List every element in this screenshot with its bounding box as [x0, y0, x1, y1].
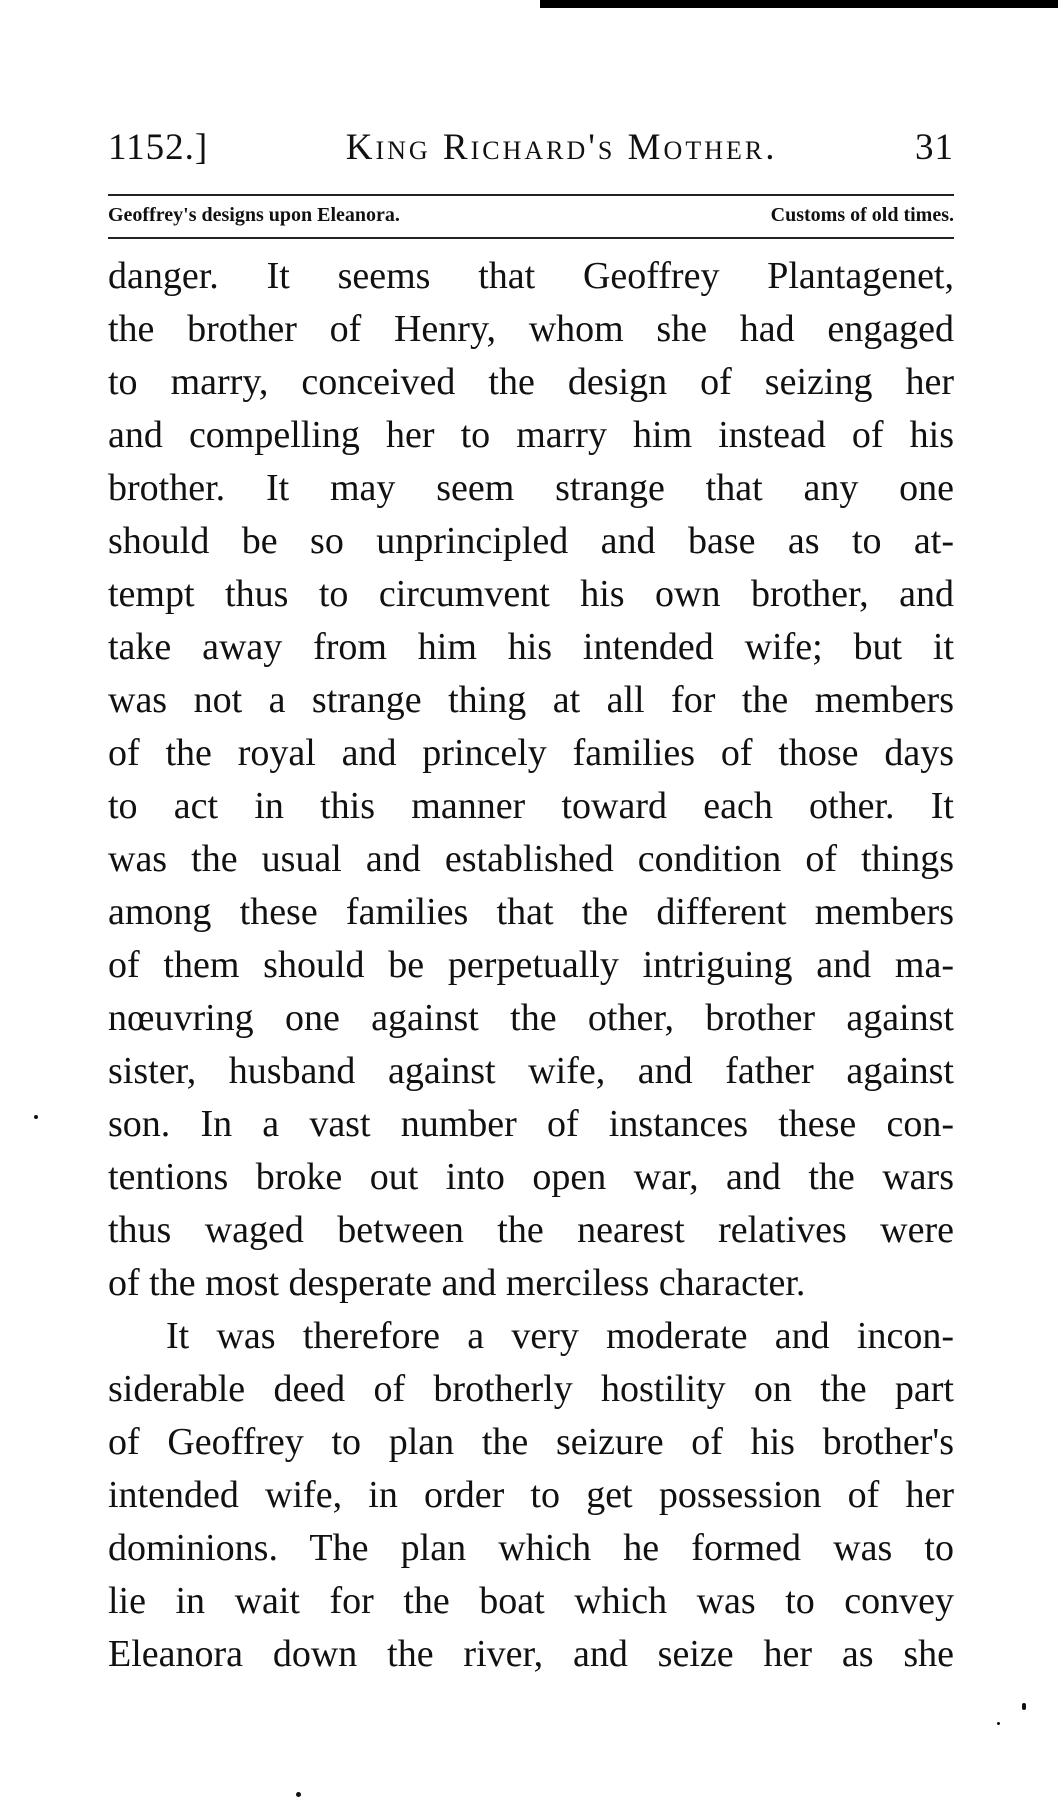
scan-speck [997, 1722, 1000, 1725]
header-rule [108, 194, 954, 196]
text-line: nœuvring one against the other, brother against [108, 997, 954, 1039]
text-line: was not a strange thing at all for the members [108, 679, 954, 721]
text-line: to act in this manner toward each other. It [108, 785, 954, 827]
paragraph-1 [108, 250, 954, 1310]
text-line: should be so unprincipled and base as to at- [108, 520, 954, 562]
text-line: lie in wait for the boat which was to convey [108, 1580, 954, 1622]
text-line: of the most desperate and merciless character. [108, 1262, 806, 1304]
text-line: siderable deed of brotherly hostility on the part [108, 1368, 954, 1410]
text-line: tempt thus to circumvent his own brother, and [108, 573, 954, 615]
text-line: was the usual and established condition of things [108, 838, 954, 880]
text-line: to marry, conceived the design of seizing her [108, 361, 954, 403]
subheader [108, 204, 954, 227]
text-line: thus waged between the nearest relatives were [108, 1209, 954, 1251]
header-year: 1152.] [108, 127, 209, 168]
scan-speck [34, 1115, 38, 1119]
text-line: It was therefore a very moderate and incon- [166, 1315, 954, 1357]
text-line: and compelling her to marry him instead of his [108, 414, 954, 456]
subheader-rule [108, 237, 954, 239]
header-title: King Richard's Mother. [345, 127, 778, 168]
text-line: of them should be perpetually intriguing and ma- [108, 944, 954, 986]
text-line: tentions broke out into open war, and the wars [108, 1156, 954, 1198]
text-line: among these families that the different members [108, 891, 954, 933]
text-line: of Geoffrey to plan the seizure of his brother's [108, 1421, 954, 1463]
page-body [108, 250, 954, 1681]
scan-speck [1022, 1703, 1026, 1710]
page-number: 31 [914, 127, 954, 168]
paragraph-2 [108, 1310, 954, 1681]
running-head [108, 126, 954, 182]
text-line: take away from him his intended wife; but it [108, 626, 954, 668]
text-line: the brother of Henry, whom she had engaged [108, 308, 954, 350]
text-line: dominions. The plan which he formed was to [108, 1527, 954, 1569]
text-line: of the royal and princely families of those days [108, 732, 954, 774]
subheader-right: Customs of old times. [770, 204, 954, 226]
text-line: intended wife, in order to get possession of her [108, 1474, 954, 1516]
top-edge-rule [540, 0, 1058, 8]
text-line: son. In a vast number of instances these con- [108, 1103, 954, 1145]
scan-speck [296, 1792, 301, 1797]
subheader-left: Geoffrey's designs upon Eleanora. [108, 204, 400, 226]
text-line: brother. It may seem strange that any one [108, 467, 954, 509]
text-line: danger. It seems that Geoffrey Plantagenet, [108, 255, 954, 297]
text-line: Eleanora down the river, and seize her as she [108, 1633, 954, 1675]
text-line: sister, husband against wife, and father against [108, 1050, 954, 1092]
